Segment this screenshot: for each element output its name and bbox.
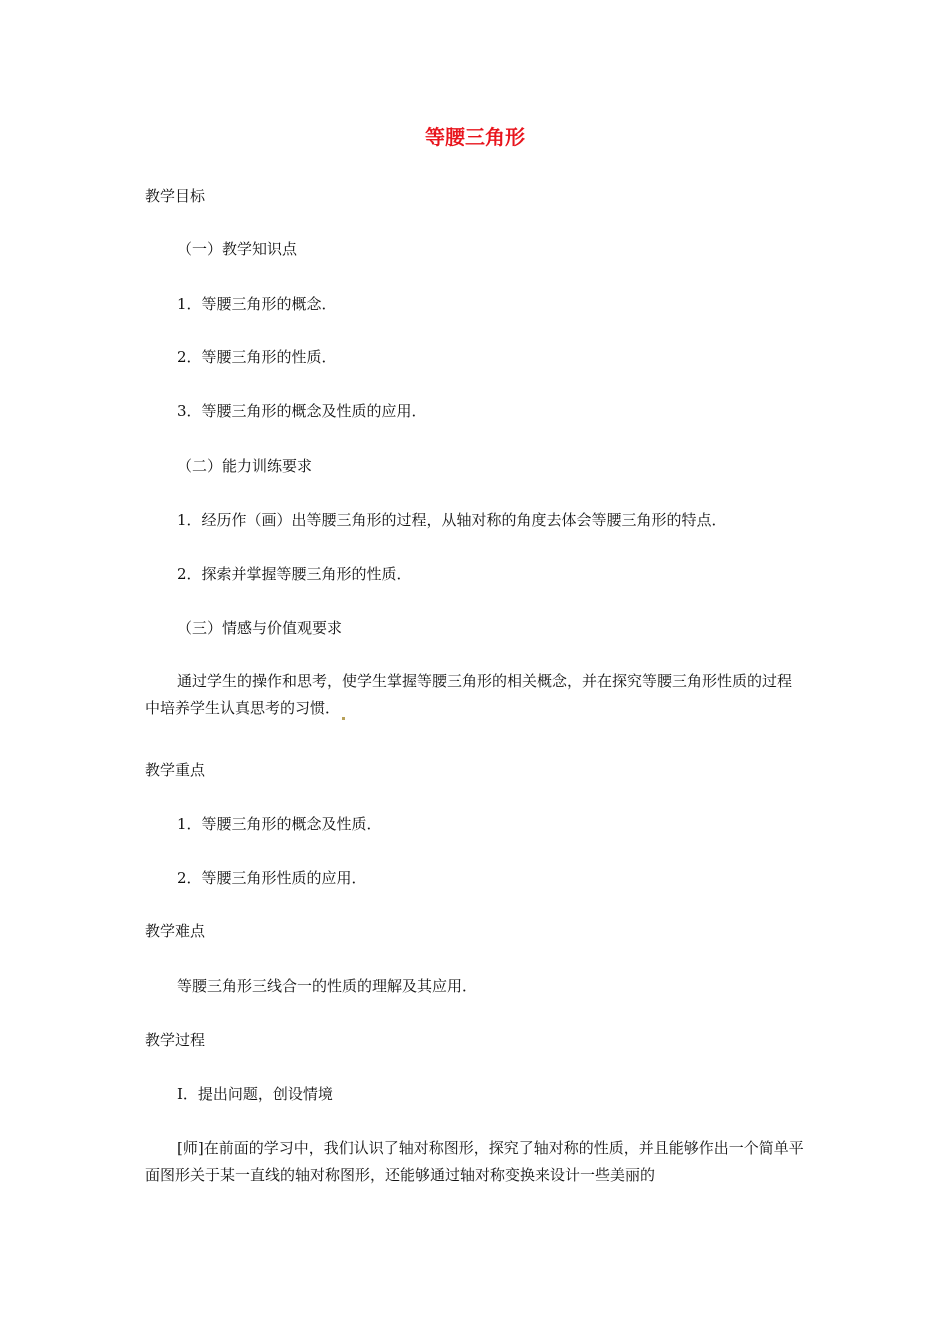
paragraph-emotion-values [145,668,805,722]
subheading-knowledge-points: （一）教学知识点 [177,240,298,258]
paragraph-text: 通过学生的操作和思考，使学生掌握等腰三角形的相关概念，并在探究等腰三角形性质的过程中培养学生认真思考的习惯． [145,672,793,717]
heading-teaching-focus: 教学重点 [145,761,206,779]
difficulty-text: 等腰三角形三线合一的性质的理解及其应用． [177,977,478,995]
paragraph-teacher-intro: [师]在前面的学习中，我们认识了轴对称图形，探究了轴对称的性质，并且能够作出一个简单平面图形关于某一直线的轴对称图形，还能够通过轴对称变换来设计一些美丽的 [145,1139,804,1184]
subheading-pose-question: Ⅰ．提出问题，创设情境 [177,1085,333,1103]
heading-teaching-process: 教学过程 [145,1031,206,1049]
list-item: 2．等腰三角形的性质． [177,348,337,366]
list-item: 2．探索并掌握等腰三角形的性质． [177,565,412,583]
list-item: 3．等腰三角形的概念及性质的应用． [177,402,427,420]
list-item: 1．等腰三角形的概念． [177,295,337,313]
page-title: 等腰三角形 [425,125,525,149]
list-item: 2．等腰三角形性质的应用． [177,869,367,887]
subheading-ability-requirements: （二）能力训练要求 [177,457,313,475]
scan-speck [342,717,345,720]
list-item: 1．经历作（画）出等腰三角形的过程，从轴对称的角度去体会等腰三角形的特点． [177,511,727,529]
heading-teaching-objectives: 教学目标 [145,187,206,205]
list-item: 1．等腰三角形的概念及性质． [177,815,382,833]
subheading-emotion-values: （三）情感与价值观要求 [177,619,343,637]
heading-teaching-difficulty: 教学难点 [145,922,206,940]
